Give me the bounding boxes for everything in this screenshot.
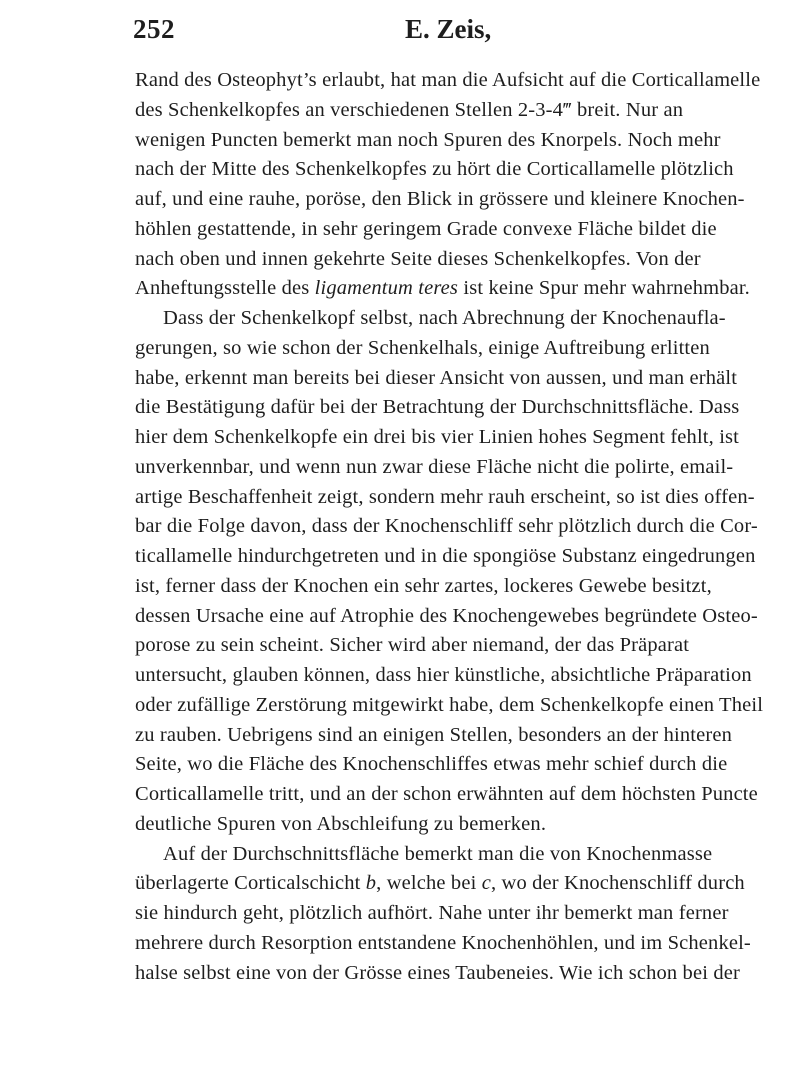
line-text: Seite, wo die Fläche des Knochenschliffes etwas mehr schief durch die <box>135 753 728 776</box>
line-text: wenigen Puncten bemerkt man noch Spuren des Knorpels. Noch mehr <box>135 128 721 151</box>
line-text: hier dem Schenkelkopfe ein drei bis vier Linien hohes Segment fehlt, ist <box>135 426 740 448</box>
text-line <box>135 185 745 215</box>
line-text: Anheftungsstelle des <box>135 277 315 300</box>
line-text: nach der Mitte des Schenkelkopfes zu hört die Corticallamelle plötzlich <box>135 158 734 181</box>
text-line <box>135 780 758 810</box>
text-line <box>135 542 756 572</box>
line-text: des Schenkelkopfes an verschiedenen Stellen 2-3-4‴ breit. Nur an <box>135 98 684 121</box>
line-text: ist keine Spur mehr wahrnehmbar. <box>458 277 750 300</box>
text-line <box>135 126 721 156</box>
italic-term: c <box>481 872 491 895</box>
italic-term: b <box>365 872 377 895</box>
line-text: überlagerte Corticalschicht <box>135 872 366 895</box>
line-text: deutliche Spuren von Abschleifung zu bemerken. <box>135 812 547 835</box>
text-line <box>135 215 717 245</box>
text-line <box>135 483 755 513</box>
text-line <box>135 840 713 870</box>
line-text: die Bestätigung dafür bei der Betrachtung der Durchschnittsfläche. Dass <box>135 396 740 419</box>
line-text: halse selbst eine von der Grösse eines Taubeneies. Wie ich schon bei der <box>135 961 740 984</box>
text-line <box>135 334 710 364</box>
text-line <box>135 155 734 185</box>
text-line <box>135 631 690 661</box>
line-text: mehrere durch Resorption entstandene Knochenhöhlen, und im Schenkel- <box>135 931 751 954</box>
running-head: E. Zeis, <box>405 14 492 44</box>
text-line <box>135 393 740 423</box>
text-line <box>135 750 728 780</box>
line-text: porose zu sein scheint. Sicher wird aber niemand, der das Präparat <box>135 634 690 657</box>
text-line <box>135 899 729 929</box>
text-line <box>135 364 738 394</box>
line-text: bar die Folge davon, dass der Knochenschliff sehr plötzlich durch die Cor- <box>135 515 758 538</box>
line-text: habe, erkennt man bereits bei dieser Ansicht von aussen, und man erhält <box>135 366 738 389</box>
line-text: dessen Ursache eine auf Atrophie des Knochengewebes begründete Osteo- <box>135 604 758 627</box>
line-text: , welche bei <box>376 872 482 895</box>
text-line <box>135 661 752 691</box>
line-text: Rand des Osteophyt’s erlaubt, hat man die Aufsicht auf die Corticallamelle <box>135 69 761 91</box>
text-line <box>135 274 750 304</box>
line-text: nach oben und innen gekehrte Seite dieses Schenkelkopfes. Von der <box>135 247 701 270</box>
body-text <box>135 66 764 988</box>
text-line <box>135 810 663 840</box>
line-text: Corticallamelle tritt, und an der schon erwähnten auf dem höchsten Puncte <box>135 783 758 805</box>
line-text: höhlen gestattende, in sehr geringem Grade convexe Fläche bildet die <box>135 217 717 240</box>
text-line <box>135 721 732 751</box>
page-header <box>133 14 663 54</box>
line-text: Dass der Schenkelkopf selbst, nach Abrechnung der Knochenaufla- <box>163 307 726 329</box>
line-text: unverkennbar, und wenn nun zwar diese Fläche nicht die polirte, email- <box>135 455 734 478</box>
line-text: oder zufällige Zerstörung mitgewirkt habe, dem Schenkelkopfe einen Theil <box>135 693 764 716</box>
line-text: artige Beschaffenheit zeigt, sondern mehr rauh erscheint, so ist dies offen- <box>135 485 755 508</box>
text-line <box>135 572 712 602</box>
line-text: zu rauben. Uebrigens sind an einigen Stellen, besonders an der hinteren <box>135 723 732 746</box>
text-line <box>135 959 740 989</box>
line-text: untersucht, glauben können, dass hier künstliche, absichtliche Präparation <box>135 664 752 686</box>
italic-term: ligamentum teres <box>314 277 459 300</box>
text-line <box>135 691 764 721</box>
text-line <box>135 245 701 275</box>
line-text: sie hindurch geht, plötzlich aufhört. Nahe unter ihr bemerkt man ferner <box>135 902 729 924</box>
line-text: , wo der Knochenschliff durch <box>490 872 745 895</box>
text-line <box>135 869 745 899</box>
text-line <box>135 453 734 483</box>
line-text: ticallamelle hindurchgetreten und in die spongiöse Substanz eingedrungen <box>135 545 756 567</box>
text-line <box>135 96 684 126</box>
line-text: gerungen, so wie schon der Schenkelhals, einige Auftreibung erlitten <box>135 336 710 359</box>
page-number: 252 <box>133 14 175 44</box>
line-text: auf, und eine rauhe, poröse, den Blick in grössere und kleinere Knochen- <box>135 188 745 210</box>
text-line <box>135 929 751 959</box>
line-text: Auf der Durchschnittsfläche bemerkt man die von Knochenmasse <box>163 842 713 865</box>
text-line <box>135 423 740 453</box>
text-line <box>135 602 758 632</box>
text-line <box>135 66 761 96</box>
text-line <box>135 512 758 542</box>
text-line <box>135 304 726 334</box>
line-text: ist, ferner dass der Knochen ein sehr zartes, lockeres Gewebe besitzt, <box>135 574 712 597</box>
